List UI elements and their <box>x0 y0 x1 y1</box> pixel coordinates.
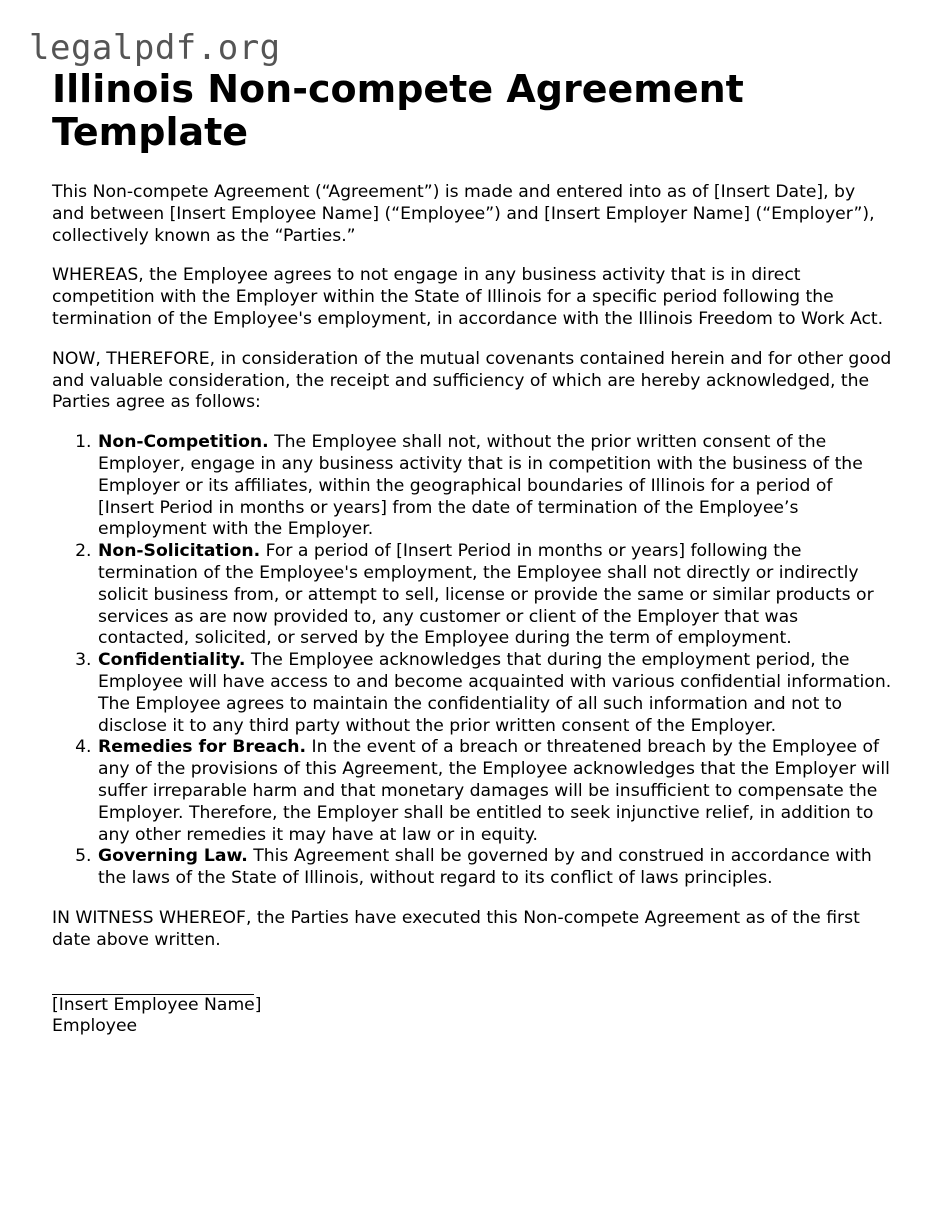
clause-non-solicitation <box>97 541 892 650</box>
clause-text: This Agreement shall be governed by and construed in accordance with the laws of the State of Illinois, without regard to its conflict of laws principles. <box>98 846 872 889</box>
clause-confidentiality <box>97 650 892 737</box>
document-body <box>52 68 892 1038</box>
clause-remedies-for-breach <box>97 737 892 846</box>
witness-paragraph: IN WITNESS WHEREOF, the Parties have executed this Non-compete Agreement as of the first date above written. <box>52 907 860 950</box>
signature-name: [Insert Employee Name] <box>52 994 262 1015</box>
clause-heading: Remedies for Breach. <box>98 737 307 758</box>
whereas-paragraph: WHEREAS, the Employee agrees to not engage in any business activity that is in direct competition with the Employer within the State of Illinois for a specific period following the termination of the Employee's employment, in accordance with the Illinois Freedom to Work Act. <box>52 265 884 329</box>
clause-non-competition <box>97 432 892 541</box>
clause-list <box>52 432 892 890</box>
now-therefore-paragraph: NOW, THEREFORE, in consideration of the mutual covenants contained herein and for other good and valuable consideration, the receipt and sufficiency of which are hereby acknowledged, the Parties agree as follows: <box>52 348 892 413</box>
clause-text: The Employee shall not, without the prior written consent of the Employer, engage in any business activity that is in competition with the business of the Employer or its affiliates, within the geographical boundaries of Illinois for a period of [Insert Period in months or years] from the date of termination of the Employee’s employment with the Employer. <box>98 432 863 540</box>
watermark: legalpdf.org <box>29 28 281 68</box>
signature-line <box>52 980 254 995</box>
clause-text: In the event of a breach or threatened breach by the Employee of any of the provisions of this Agreement, the Employee acknowledges that the Employer will suffer irreparable harm and that monetary damages will be insufficient to compensate the Employer. Therefore, the Employer shall be entitled to seek injunctive relief, in addition to any other remedies it may have at law or in equity. <box>98 737 890 845</box>
clause-heading: Non-Solicitation. <box>98 541 261 562</box>
clause-governing-law <box>97 846 892 890</box>
clause-text: The Employee acknowledges that during the employment period, the Employee will have access to and become acquainted with various confidential information. The Employee agrees to maintain the confidentiality of all such information and not to disclose it to any third party without the prior written consent of the Employer. <box>98 650 892 736</box>
clause-heading: Non-Competition. <box>98 432 269 453</box>
clause-text: For a period of [Insert Period in months or years] following the termination of the Employee's employment, the Employee shall not directly or indirectly solicit business from, or attempt to sell, license or provide the same or similar products or services as are now provided to, any customer or client of the Employer that was contacted, solicited, or served by the Employee during the term of employment. <box>98 541 874 649</box>
intro-paragraph: This Non-compete Agreement (“Agreement”) is made and entered into as of [Insert Date], by and between [Insert Employee Name] (“Employee”) and [Insert Employer Name] (“Employer”), collectively known as the “Parties.” <box>52 182 875 246</box>
signature-role: Employee <box>52 1016 138 1037</box>
clause-heading: Governing Law. <box>98 846 248 867</box>
clause-heading: Confidentiality. <box>98 650 246 671</box>
document-title: Illinois Non-compete Agreement Template <box>52 67 744 154</box>
